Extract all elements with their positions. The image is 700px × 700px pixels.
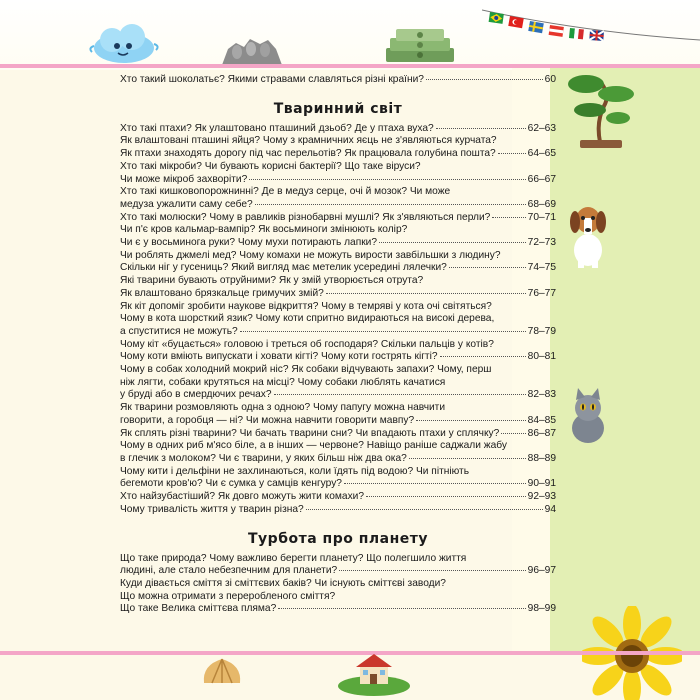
- toc-entry-text: бегемоти кров'ю? Чи є сумка у самців кенгуру?: [120, 478, 342, 490]
- toc-entry-page: 64–65: [527, 148, 556, 160]
- cloud-character-icon: [88, 22, 160, 66]
- toc-entry: [120, 135, 556, 148]
- toc-entry: [120, 212, 556, 225]
- toc-entry-page: 68–69: [527, 198, 556, 210]
- dot-leader: [255, 204, 526, 205]
- house-on-grass-icon: [336, 650, 412, 696]
- toc-entry: [120, 553, 556, 566]
- toc-entry: [120, 603, 556, 616]
- toc-entry: [120, 504, 556, 517]
- dot-leader: [274, 394, 526, 395]
- toc-entry: [120, 389, 556, 402]
- toc-entry-text: Що таке Велика сміттєва пляма?: [120, 603, 277, 615]
- toc-entry-page: 86–87: [527, 427, 556, 439]
- toc-entry-page: 66–67: [527, 173, 556, 185]
- toc-entry-text: в глечик з молоком? Чи є тварини, у яких більш ніж два ока?: [120, 452, 407, 464]
- toc-entry-text: медуза ужалити саму себе?: [120, 198, 253, 210]
- toc-entry: [120, 250, 556, 263]
- toc-entry-page: 72–73: [527, 237, 556, 249]
- toc-entry-text: Як птахи знаходять дорогу під час перельотів? Як працювала голубина пошта?: [120, 148, 496, 160]
- dot-leader: [366, 496, 526, 497]
- dot-leader: [240, 331, 526, 332]
- dot-leader: [409, 458, 526, 459]
- toc-entry: [120, 339, 556, 352]
- toc-entry-text: Чи може мікроб захворіти?: [120, 173, 248, 185]
- mount-rushmore-icon: [222, 35, 282, 65]
- toc-entry-page: 60: [544, 74, 556, 85]
- dot-leader: [379, 242, 526, 243]
- italy-flag-icon: [569, 28, 584, 39]
- toc-entry: [120, 326, 556, 339]
- flags-bunting: [482, 2, 700, 52]
- toc-entry: [120, 123, 556, 136]
- toc-entry-text: Хто такі молюски? Чому в равликів різнобарвні мушлі? Як з'являються перли?: [120, 211, 491, 223]
- toc-entry-page: 96–97: [527, 565, 556, 577]
- dot-leader: [344, 483, 526, 484]
- toc-entry: [120, 377, 556, 390]
- gray-cat-icon: [565, 388, 611, 444]
- toc-entry-page: 76–77: [527, 287, 556, 299]
- section-animal-world-list: [120, 123, 556, 517]
- toc-entry: [120, 161, 556, 174]
- toc-entry-text: Хто такий шоколатьє? Якими стравами славляться різні країни?: [120, 74, 424, 85]
- toc-entry-text: у бруді або в смердючих речах?: [120, 389, 272, 401]
- toc-entry-text: людині, але стало небезпечним для планети?: [120, 565, 338, 577]
- toc-entry: [120, 591, 556, 604]
- toc-entry: [120, 186, 556, 199]
- dot-leader: [306, 509, 543, 510]
- toc-entry: [120, 301, 556, 314]
- toc-entry-text: Чому в кота шорсткий язик? Чому коти спритно видираються на високі дерева,: [120, 313, 495, 325]
- toc-entry-text: Хто такі кишковопорожнинні? Де в медуз серце, очі й мозок? Чи може: [120, 186, 451, 198]
- toc-entry-page: 94: [544, 503, 556, 515]
- toc-entry-text: Як кіт допоміг зробити наукове відкриття? Чому в темряві у кота очі світяться?: [120, 300, 492, 312]
- sweden-flag-icon: [528, 21, 544, 33]
- toc-entry: [120, 478, 556, 491]
- toc-entry-text: Чи є у восьминога руки? Чому мухи потирають лапки?: [120, 237, 378, 249]
- toc-entry: [120, 262, 556, 275]
- section-planet-care-list: [120, 553, 556, 617]
- toc-entry-text: говорити, а горобця — ні? Чи можна навчити говорити мавпу?: [120, 414, 415, 426]
- dot-leader: [426, 79, 543, 80]
- toc-entry-text: Чому тривалість життя у тварин різна?: [120, 503, 304, 515]
- section-title-animal-world: Тваринний світ: [273, 100, 403, 117]
- toc-entry: [120, 491, 556, 504]
- dot-leader: [416, 420, 525, 421]
- dot-leader: [436, 128, 526, 129]
- uk-flag-icon: [589, 30, 604, 41]
- toc-entry: [120, 224, 556, 237]
- toc-entry: [120, 74, 556, 87]
- toc-entry-page: 84–85: [527, 414, 556, 426]
- toc-entry-text: Чому в собак холодний мокрий ніс? Як собаки відчувають запахи? Чому, перш: [120, 364, 492, 376]
- toc-entry: [120, 440, 556, 453]
- toc-entry-text: Як тварини розмовляють одна з одною? Чому папугу можна навчити: [120, 402, 446, 414]
- toc-entry-text: Які тварини бувають отруйними? Як у змій утворюється отрута?: [120, 275, 424, 287]
- toc-entry-page: 74–75: [527, 262, 556, 274]
- brazil-flag-icon: [489, 12, 504, 24]
- toc-entry-text: Чому кіт «буцається» головою і треться об господаря? Скільки пальців у котів?: [120, 338, 494, 350]
- toc-entry: [120, 288, 556, 301]
- toc-entry: [120, 199, 556, 212]
- toc-entry-page: 70–71: [527, 211, 556, 223]
- toc-entry-text: Куди дівається сміття зі сміттєвих баків? Чи існують сміттєві заводи?: [120, 577, 446, 589]
- toc-entry: [120, 364, 556, 377]
- toc-entry: [120, 578, 556, 591]
- money-stack-icon: [382, 26, 458, 66]
- dot-leader: [501, 433, 525, 434]
- toc-entry: [120, 466, 556, 479]
- toc-entry-text: а спуститися не можуть?: [120, 325, 238, 337]
- toc-entry: [120, 174, 556, 187]
- toc-entry: [120, 351, 556, 364]
- toc-entry-text: Як влаштовано брязкальце гримучих змій?: [120, 287, 324, 299]
- toc-entry-text: Хто такі мікроби? Чи бувають корисні бактерії? Що таке віруси?: [120, 160, 421, 172]
- toc-entry-page: 78–79: [527, 325, 556, 337]
- table-of-contents: [120, 74, 556, 616]
- toc-entry-page: 92–93: [527, 491, 556, 503]
- dot-leader: [249, 179, 525, 180]
- toc-entry: [120, 565, 556, 578]
- toc-entry-text: Скільки ніг у гусениць? Який вигляд має метелик усередині лялечки?: [120, 262, 447, 274]
- toc-entry: [120, 275, 556, 288]
- toc-entry-text: Хто такі птахи? Як улаштовано пташиний дзьоб? Де у птаха вуха?: [120, 122, 434, 134]
- section-title-planet-care: Турбота про планету: [248, 530, 428, 547]
- toc-entry-text: Чому кити і дельфіни не захлинаються, коли їдять під водою? Чи пітніють: [120, 465, 470, 477]
- toc-entry-page: 90–91: [527, 478, 556, 490]
- bonsai-tree-icon: [560, 62, 640, 152]
- toc-entry-text: Що можна отримати з переробленого сміття?: [120, 590, 336, 602]
- dot-leader: [449, 267, 526, 268]
- toc-entry-text: ніж лягти, собаки крутяться на місці? Чому собаки люблять качатися: [120, 376, 446, 388]
- toc-entry-text: Чому коти вміють випускати і ховати кігті? Чому коти гострять кігті?: [120, 351, 438, 363]
- toc-entry-text: Як влаштовані пташині яйця? Чому з крамничних яєць не з'являються курчата?: [120, 135, 497, 147]
- toc-entry: [120, 415, 556, 428]
- toc-entry: [120, 428, 556, 441]
- dot-leader: [498, 153, 526, 154]
- seashell-icon: [200, 655, 244, 687]
- toc-entry-page: 82–83: [527, 389, 556, 401]
- toc-entry-text: Чи п'є кров кальмар-вампір? Як восьминоги змінюють колір?: [120, 224, 408, 236]
- toc-entry-page: 88–89: [527, 452, 556, 464]
- dot-leader: [326, 293, 526, 294]
- toc-entry-text: Хто найзубастіший? Як довго можуть жити комахи?: [120, 491, 365, 503]
- dot-leader: [440, 356, 526, 357]
- toc-entry-text: Чи роблять джмелі мед? Чому комахи не можуть вирости завбільшки з людину?: [120, 249, 501, 261]
- dot-leader: [278, 608, 525, 609]
- toc-entry-text: Чому в одних риб м'ясо біле, а в інших — червоне? Навіщо раніше саджали жабу: [120, 440, 507, 452]
- toc-entry-page: 62–63: [527, 122, 556, 134]
- beagle-dog-icon: [564, 200, 612, 270]
- austria-flag-icon: [549, 25, 564, 37]
- toc-entry-page: 98–99: [527, 603, 556, 615]
- dot-leader: [492, 217, 525, 218]
- toc-entry-page: 80–81: [527, 351, 556, 363]
- dot-leader: [339, 570, 525, 571]
- toc-entry: [120, 402, 556, 415]
- toc-entry: [120, 313, 556, 326]
- toc-entry: [120, 148, 556, 161]
- toc-entry-text: Як сплять різні тварини? Чи бачать тварини сни? Чи впадають птахи у сплячку?: [120, 427, 500, 439]
- toc-entry: [120, 453, 556, 466]
- toc-entry-text: Що таке природа? Чому важливо берегти планету? Що полегшило життя: [120, 552, 467, 564]
- toc-entry: [120, 237, 556, 250]
